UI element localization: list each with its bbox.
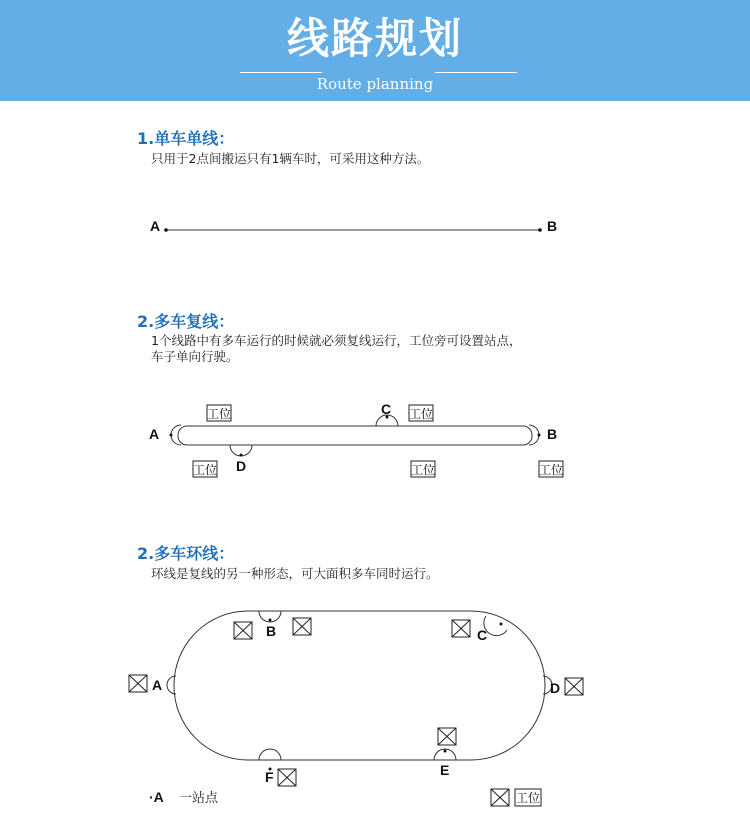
page-title: 线路规划 [286, 14, 463, 63]
workstation-x-box [565, 678, 583, 695]
workstation-x-box [278, 769, 296, 786]
single-label-b: B [547, 218, 558, 234]
legend-station-text: 一站点 [179, 791, 219, 806]
loop-line-diagram [129, 611, 583, 786]
loop-label-e: E [440, 762, 450, 778]
double-label-b: B [547, 426, 558, 442]
page-subtitle: Route planning [316, 75, 434, 93]
svg-text:工位: 工位 [408, 407, 434, 421]
station-dot-b [538, 434, 541, 437]
station-dot-b [269, 619, 272, 622]
double-route-track [178, 426, 532, 445]
workstation-x-box [234, 622, 252, 639]
station-dot-a [170, 434, 173, 437]
loop-label-b: B [266, 623, 277, 639]
double-label-c: C [381, 401, 392, 417]
single-label-a: A [150, 218, 161, 234]
legend-workstation-icon [491, 789, 509, 806]
double-line-diagram [149, 401, 563, 477]
svg-text:工位: 工位 [192, 463, 218, 477]
workstation-box [409, 405, 433, 421]
double-label-d: D [236, 458, 247, 474]
station-dot-a [164, 228, 168, 232]
loop-label-d: D [550, 680, 561, 696]
section1-title: 1.单车单线： [137, 129, 235, 148]
legend-station-symbol: ·A [149, 789, 164, 805]
loop-label-a: A [152, 677, 163, 693]
station-dot-d [240, 454, 243, 457]
workstation-box [207, 405, 231, 421]
workstation-box [411, 461, 435, 477]
section2-description-line1: 1个线路中有多车运行的时候就必须复线运行，工位旁可设置站点， [151, 333, 522, 348]
single-line-diagram [150, 218, 557, 234]
legend-workstation-text: 工位 [515, 791, 541, 805]
svg-text:工位: 工位 [538, 463, 564, 477]
loop-label-f: F [265, 769, 274, 785]
section1-description: 只用于2点间搬运只有1辆车时，可采用这种方法。 [151, 151, 430, 166]
workstation-box [193, 461, 217, 477]
station-dot-b [538, 228, 542, 232]
workstation-x-box [452, 620, 470, 637]
section2-title: 2.多车复线： [137, 312, 235, 331]
loop-label-c: C [477, 627, 488, 643]
svg-text:工位: 工位 [206, 407, 232, 421]
double-label-a: A [149, 426, 160, 442]
workstation-x-box [293, 618, 311, 635]
section2-description-line2: 车子单向行驶。 [151, 349, 239, 364]
workstation-box [539, 461, 563, 477]
svg-text:工位: 工位 [410, 463, 436, 477]
section3-title: 2.多车环线： [137, 544, 235, 563]
workstation-x-box [129, 675, 147, 692]
station-dot-e [444, 750, 447, 753]
workstation-x-box [438, 728, 456, 745]
legend [149, 789, 541, 806]
station-dot-c [500, 623, 503, 626]
section3-description: 环线是复线的另一种形态，可大面积多车同时运行。 [151, 566, 439, 581]
